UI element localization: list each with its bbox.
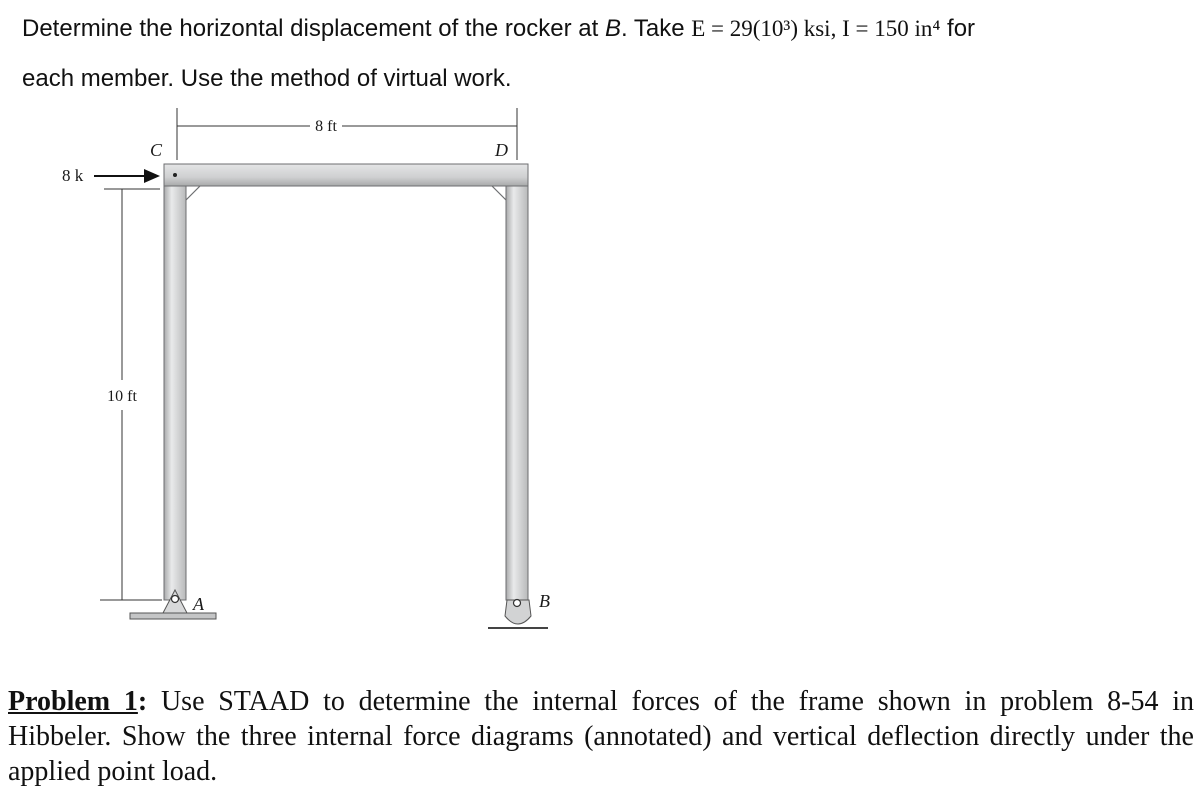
problem-body: Use STAAD to determine the internal forces of the frame shown in problem 8-54 in Hibbeler. Show the three internal force diagrams (annotated) and vertical deflection directly under the applied point load.	[8, 686, 1194, 787]
problem-heading: Problem 1	[8, 686, 138, 717]
node-c-dot	[173, 173, 177, 177]
inertia-expression: I = 150 in⁴	[842, 16, 941, 41]
pin-a	[172, 596, 179, 603]
label-c: C	[150, 140, 163, 160]
problem-colon: :	[137, 686, 148, 717]
label-d: D	[495, 140, 508, 160]
right-haunch	[492, 186, 506, 200]
modulus-expression: E = 29(10³) ksi,	[691, 16, 843, 41]
problem-1	[8, 684, 1194, 789]
label-a: A	[193, 594, 204, 614]
for-text: for	[940, 15, 976, 42]
left-column	[164, 164, 186, 600]
question-line2: each member. Use the method of virtual work.	[22, 65, 512, 92]
pin-b	[514, 600, 521, 607]
load-label: 8 k	[62, 166, 84, 185]
top-beam	[164, 164, 528, 186]
right-column	[506, 164, 528, 600]
dim-top-label: 8 ft	[315, 118, 337, 135]
load-arrowhead	[144, 169, 160, 183]
label-b: B	[539, 591, 550, 611]
question-line1: Determine the horizontal displacement of the rocker at	[22, 15, 605, 42]
take-text: . Take	[620, 15, 692, 42]
dim-left-label: 10 ft	[107, 388, 137, 405]
left-haunch	[186, 186, 200, 200]
point-b-ref: B	[604, 15, 621, 42]
